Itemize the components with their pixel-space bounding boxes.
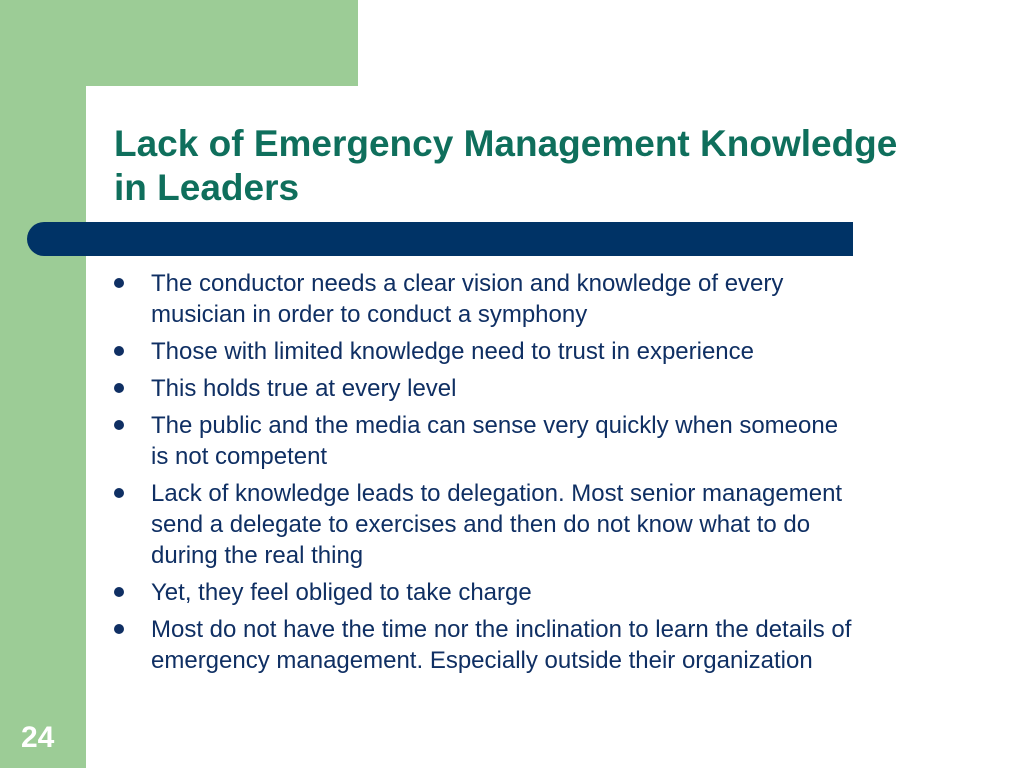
bullet-item-3 [112,373,992,404]
bullet-item-2 [112,336,992,367]
top-green-panel [0,0,358,86]
bullet-dot-icon [114,278,124,288]
bullet-5-line-2: send a delegate to exercises and then do not know what to do [151,511,811,538]
bullet-dot-icon [114,420,124,430]
left-green-panel [0,0,86,768]
bullet-list [112,268,992,682]
bullet-dot-icon [114,624,124,634]
bullet-7-line-1: Most do not have the time nor the inclination to learn the details of [151,616,852,643]
bullet-7-line-2: emergency management. Especially outside their organization [151,647,813,674]
bullet-6-line-1: Yet, they feel obliged to take charge [151,579,532,606]
title-line-1: Lack of Emergency Management Knowledge [114,123,898,164]
bullet-item-7 [112,614,992,676]
bullet-1-line-2: musician in order to conduct a symphony [151,301,588,328]
bullet-3-line-1: This holds true at every level [151,375,457,402]
page-number: 24 [21,721,55,754]
bullet-dot-icon [114,587,124,597]
bullet-dot-icon [114,346,124,356]
bullet-item-4 [112,410,992,472]
bullet-dot-icon [114,383,124,393]
bullet-item-5 [112,478,992,571]
bullet-5-line-1: Lack of knowledge leads to delegation. Most senior management [151,480,843,507]
bullet-1-line-1: The conductor needs a clear vision and knowledge of every [151,270,784,297]
bullet-4-line-2: is not competent [151,443,328,470]
bullet-4-line-1: The public and the media can sense very quickly when someone [151,412,839,439]
bullet-dot-icon [114,488,124,498]
slide-title [114,122,994,210]
bullet-item-6 [112,577,992,608]
title-divider-bar [27,222,853,256]
bullet-2-line-1: Those with limited knowledge need to trust in experience [151,338,754,365]
title-line-2: in Leaders [114,167,300,208]
bullet-item-1 [112,268,992,330]
bullet-5-line-3: during the real thing [151,542,364,569]
